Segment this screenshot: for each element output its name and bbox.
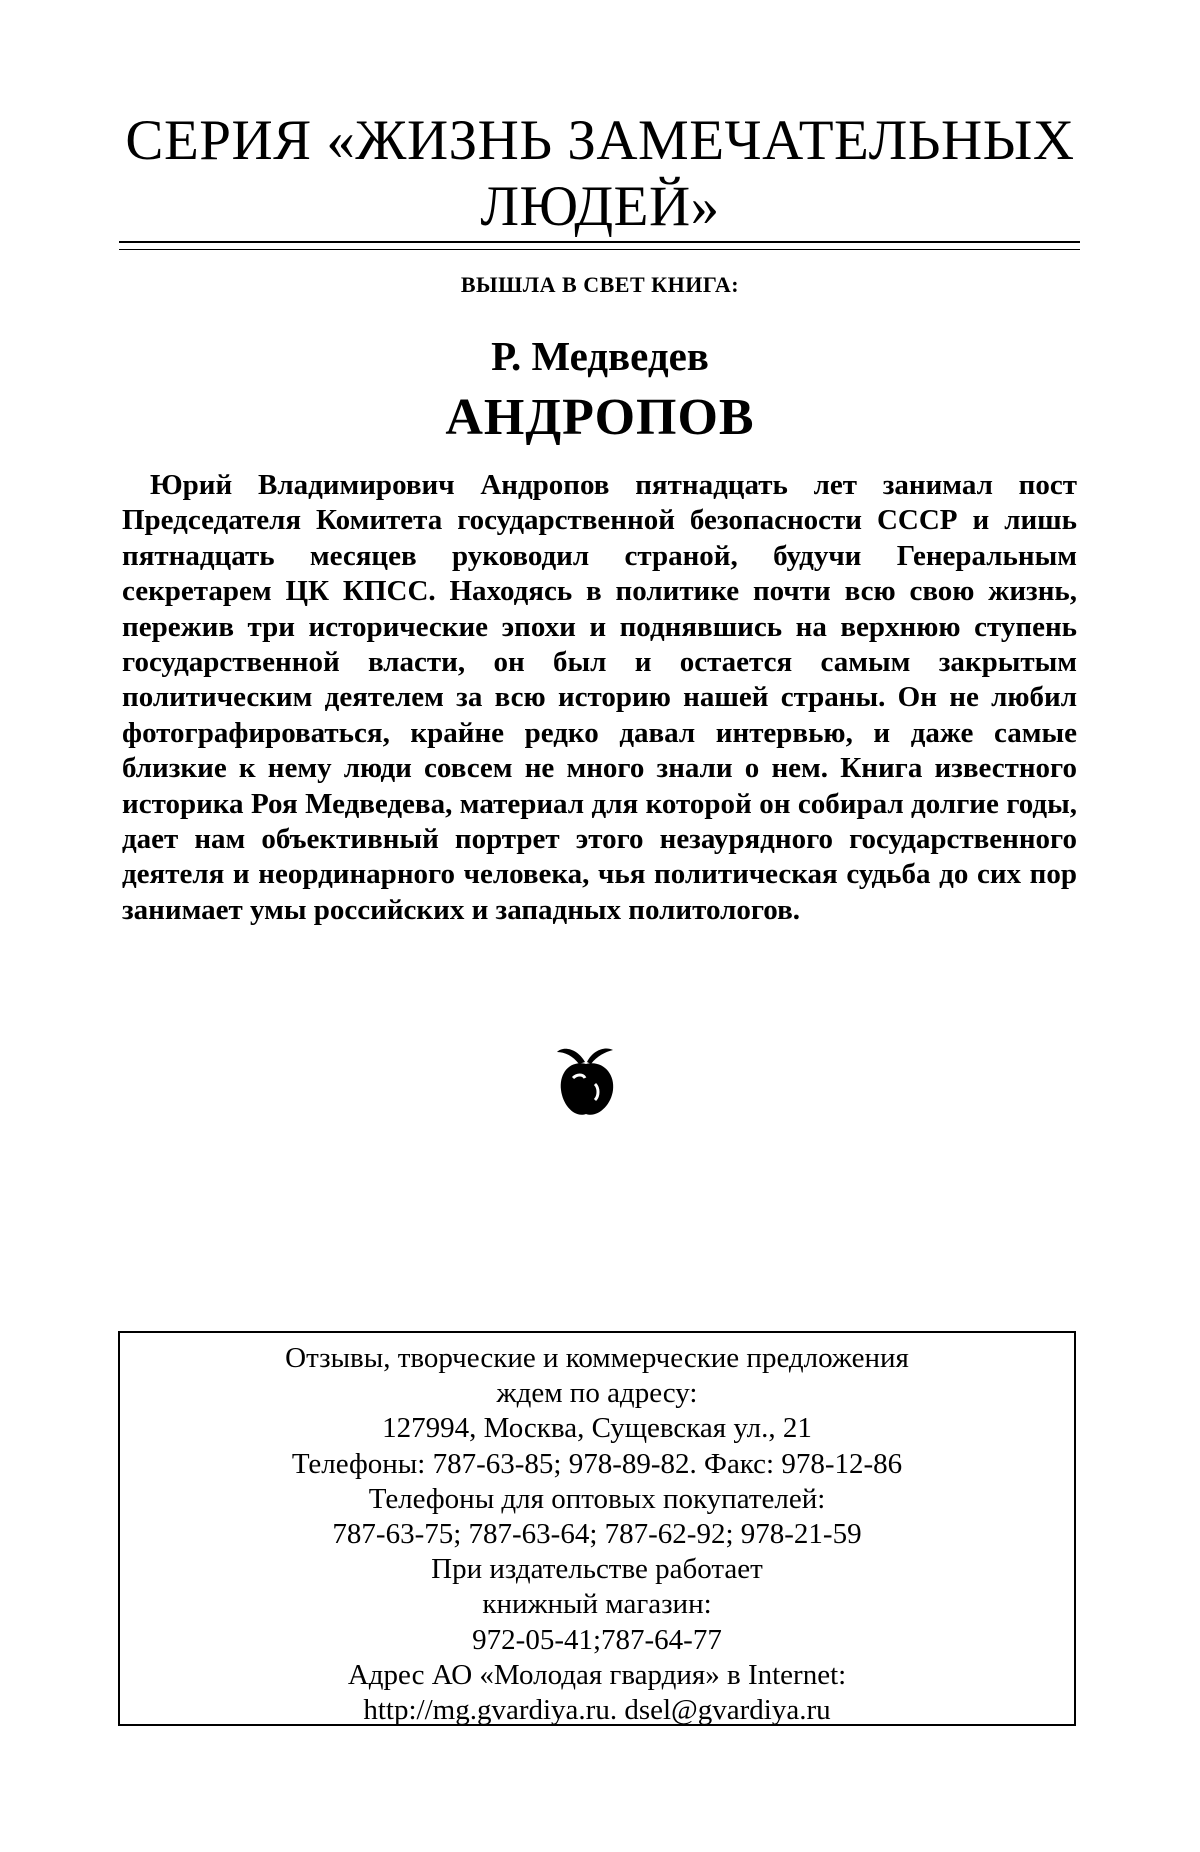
contact-phones: Телефоны: 787-63-85; 978-89-82. Факс: 978-12-86 — [291, 1447, 903, 1480]
contact-line: книжный магазин: — [482, 1588, 712, 1621]
contact-info-box — [118, 1331, 1076, 1726]
divider-rule-thick — [119, 241, 1080, 243]
contact-address: 127994, Москва, Сущевская ул., 21 — [382, 1412, 812, 1445]
series-title-line-2: ЛЮДЕЙ» — [480, 175, 720, 238]
announcement-heading: ВЫШЛА В СВЕТ КНИГА: — [460, 272, 740, 297]
contact-line: Телефоны для оптовых покупателей: — [368, 1482, 826, 1515]
contact-line: ждем по адресу: — [496, 1377, 698, 1410]
contact-line: Адрес АО «Молодая гвардия» в Internet: — [347, 1658, 847, 1691]
divider-rule-thin — [119, 249, 1080, 250]
series-title-line-1: СЕРИЯ «ЖИЗНЬ ЗАМЕЧАТЕЛЬНЫХ — [125, 109, 1075, 172]
contact-line: Отзывы, творческие и коммерческие предложения — [285, 1342, 909, 1374]
book-title: АНДРОПОВ — [445, 389, 755, 446]
contact-lines — [120, 1341, 1074, 1728]
series-title — [100, 108, 1100, 240]
book-description: Юрий Владимирович Андропов пятнадцать лет занимал пост Председателя Комитета государственной безопасности СССР и лишь пятнадцать месяцев руководил страной, будучи Генеральным секретарем ЦК КПСС. Находясь в политике почти всю свою жизнь, пережив три исторические эпохи и поднявшись на верхнюю ступень государственной власти, он был и остается самым закрытым политическим деятелем за всю историю нашей страны. Он не любил фотографироваться, крайне редко давал интервью, и даже самые близкие к нему люди совсем не много знали о нем. Книга известного историка Роя Медведева, материал для которой он собирал долгие годы, дает нам объективный портрет этого незаурядного государственного деятеля и неординарного человека, чья политическая судьба до сих пор занимает умы российских и западных политологов. — [122, 469, 1077, 926]
contact-line: При издательстве работает — [431, 1553, 763, 1586]
contact-wholesale-phones: 787-63-75; 787-63-64; 787-62-92; 978-21-59 — [332, 1518, 862, 1551]
contact-shop-phones: 972-05-41;787-64-77 — [472, 1623, 722, 1656]
book-author: Р. Медведев — [491, 333, 709, 379]
publisher-logo-icon — [555, 1044, 617, 1120]
contact-web-email: http://mg.gvardiya.ru. dsel@gvardiya.ru — [363, 1694, 831, 1727]
